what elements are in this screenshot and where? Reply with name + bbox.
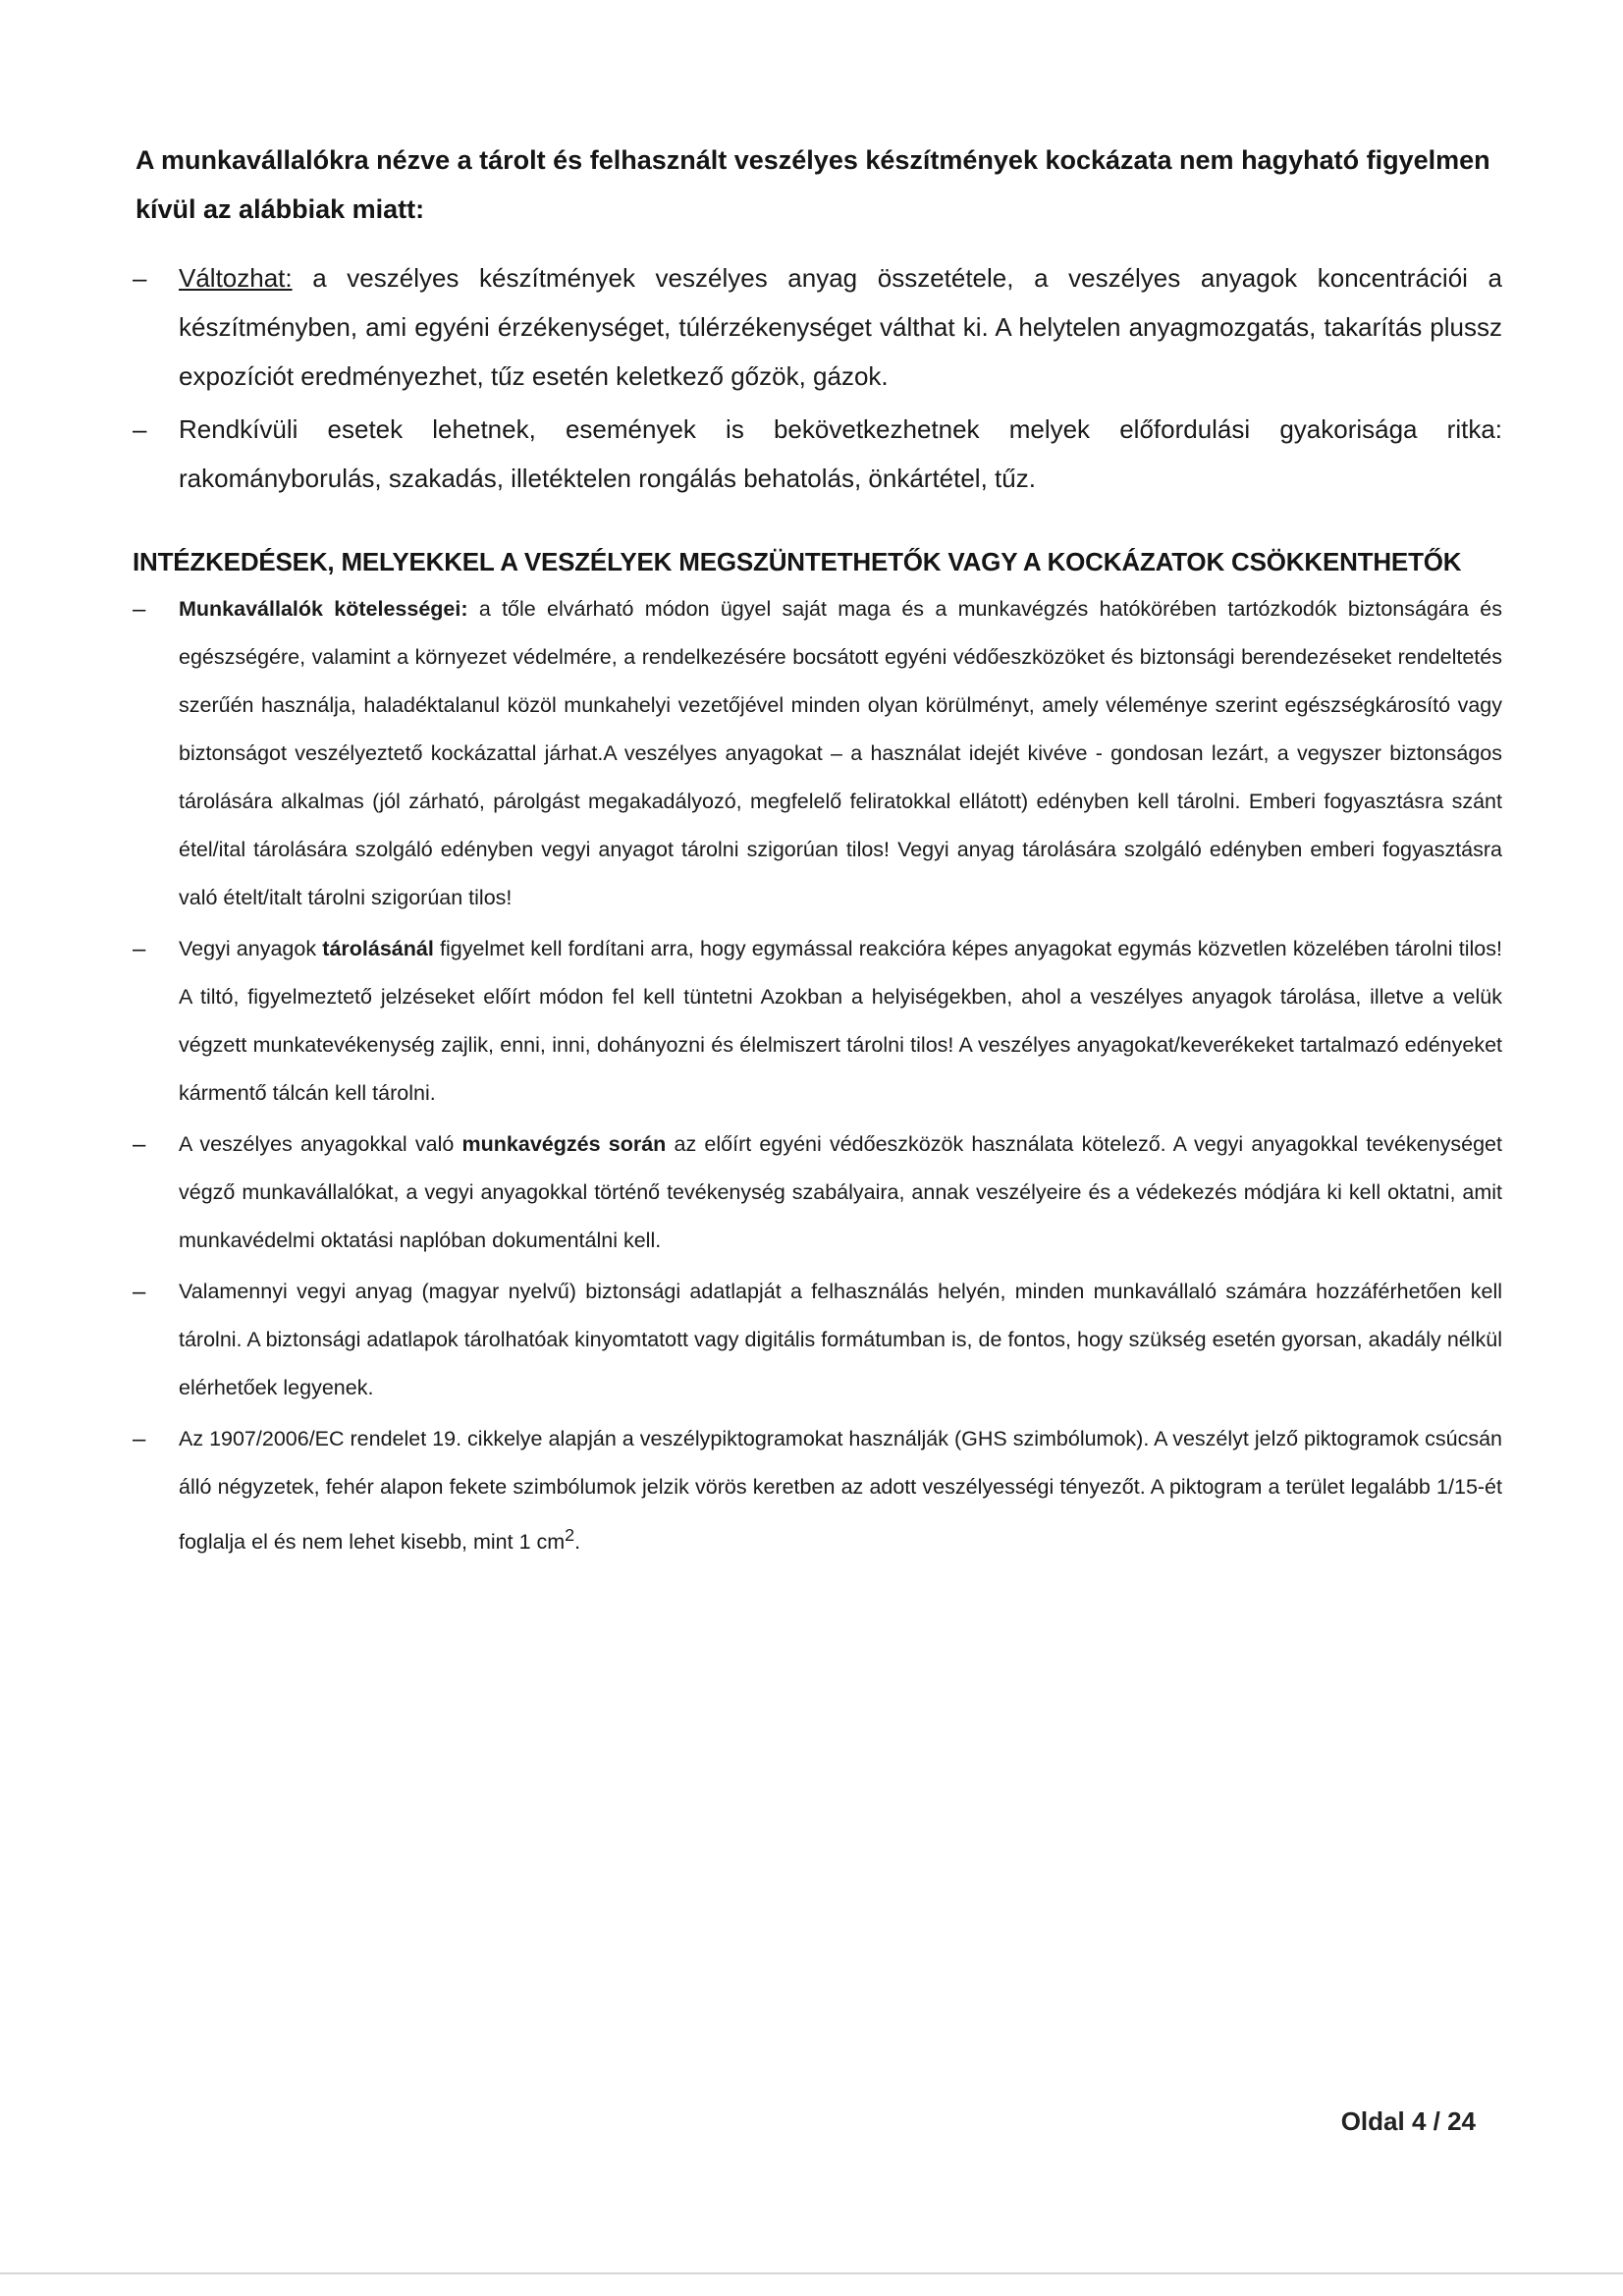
measure-employee-duties	[179, 585, 1502, 922]
measures-list	[128, 585, 1502, 1569]
list-item	[128, 925, 1502, 1118]
dash-bullet: –	[133, 1131, 146, 1158]
scan-edge-line	[0, 2272, 1623, 2274]
risk-text-changing	[179, 253, 1502, 401]
measure-prefix: Vegyi anyagok	[179, 937, 323, 960]
measure-body: az előírt egyéni védőeszközök használata kötelező. A vegyi anyagokkal tevékenységet végző munkavállalókat, a vegyi anyagokkal történő tevékenység szabályaira, annak veszélyeire és a védekezés módjára ki kell oktatni, amit munkavédelmi oktatási naplóban dokumentálni kell.	[179, 1132, 1502, 1252]
sentence-end: .	[574, 1530, 581, 1555]
dash-bullet: –	[133, 596, 146, 623]
measure-safety-data-sheet: Valamennyi vegyi anyag (magyar nyelvű) biztonsági adatlapját a felhasználás helyén, minden munkavállaló számára hozzáférhetően kell tárolni. A biztonsági adatlapok tárolhatóak kinyomtatott vagy digitális formátumban is, de fontos, hogy szükség esetén gyorsan, akadály nélkül elérhetőek legyenek.	[179, 1280, 1502, 1399]
measure-body: Az 1907/2006/EC rendelet 19. cikkelye alapján a veszélypiktogramokat használják (GHS szimbólumok). A veszélyt jelző piktogramok csúcsán álló négyzetek, fehér alapon fekete szimbólumok jelzik vörös keretben az adott veszélyességi tényezőt. A piktogram a terület legalább 1/15-ét foglalja el és nem lehet kisebb, mint 1 cm	[179, 1427, 1502, 1555]
measure-body: a tőle elvárható módon ügyel saját maga és a munkavégzés hatókörében tartózkodók biztonságára és egészségére, valamint a környezet védelmére, a rendelkezésére bocsátott egyéni védőeszközöket és biztonsági berendezéseket rendeltetés szerűén használja, haladéktalanul közöl munkahelyi vezetőjével minden olyan körülményt, amely véleménye szerint egészségkárosító vagy biztonságot veszélyeztető kockázattal járhat.A veszélyes anyagokat – a használat idejét kivéve - gondosan lezárt, a vegyszer biztonságos tárolására alkalmas (jól zárható, párolgást megakadályozó, megfelelő feliratokkal ellátott) edényben kell tárolni. Emberi fogyasztásra szánt étel/ital tárolására szolgáló edényben vegyi anyagot tárolni szigorúan tilos! Vegyi anyag tárolására szolgáló edényben emberi fogyasztásra való ételt/italt tárolni szigorúan tilos!	[179, 597, 1502, 909]
measure-storage	[179, 925, 1502, 1118]
list-item	[128, 585, 1502, 922]
measure-bold-term: munkavégzés során	[461, 1132, 667, 1156]
measure-prefix: A veszélyes anyagokkal való	[179, 1132, 462, 1156]
risk-body: a veszélyes készítmények veszélyes anyag összetétele, a veszélyes anyagok koncentrációi a készítményben, ami egyéni érzékenységet, túlérzékenységet válthat ki. A helytelen anyagmozgatás, takarítás plussz expozíciót eredményezhet, tűz esetén keletkező gőzök, gázok.	[179, 263, 1502, 391]
measure-body: figyelmet kell fordítani arra, hogy egymással reakcióra képes anyagokat egymás közvetlen közelében tárolni tilos! A tiltó, figyelmeztető jelzéseket előírt módon fel kell tüntetni Azokban a helyiségekben, ahol a veszélyes anyagok tárolása, illetve a velük végzett munkatevékenység zajlik, enni, inni, dohányozni és élelmiszert tárolni tilos! A veszélyes anyagokat/keverékeket tartalmazó edényeket kármentő tálcán kell tárolni.	[179, 937, 1502, 1105]
list-item	[128, 1415, 1502, 1566]
measure-bold-lead: Munkavállalók kötelességei:	[179, 597, 468, 621]
page-number: Oldal 4 / 24	[1340, 2106, 1476, 2136]
list-item	[128, 1121, 1502, 1265]
measure-pictograms	[179, 1415, 1502, 1566]
risk-list	[128, 253, 1502, 507]
list-item	[128, 253, 1502, 401]
measure-bold-term: tárolásánál	[322, 937, 434, 960]
dash-bullet: –	[133, 936, 146, 962]
risk-lead-underlined: Változhat:	[179, 263, 293, 293]
list-item	[128, 405, 1502, 503]
intro-heading: A munkavállalókra nézve a tárolt és felhasznált veszélyes készítmények kockázata nem hagyható figyelmen kívül az alábbiak miatt:	[135, 145, 1490, 224]
dash-bullet: –	[133, 1426, 146, 1452]
measures-title: INTÉZKEDÉSEK, MELYEKKEL A VESZÉLYEK MEGSZÜNTETHETŐK VAGY A KOCKÁZATOK CSÖKKENTHETŐK	[133, 547, 1462, 576]
dash-bullet: –	[133, 263, 147, 293]
dash-bullet: –	[133, 1279, 146, 1305]
superscript: 2	[565, 1525, 575, 1545]
dash-bullet: –	[133, 414, 147, 444]
risk-text-extraordinary: Rendkívüli esetek lehetnek, események is bekövetkezhetnek melyek előfordulási gyakorisága ritka: rakományborulás, szakadás, illetéktelen rongálás behatolás, önkártétel, tűz.	[179, 414, 1502, 493]
measure-work	[179, 1121, 1502, 1265]
list-item	[128, 1268, 1502, 1412]
